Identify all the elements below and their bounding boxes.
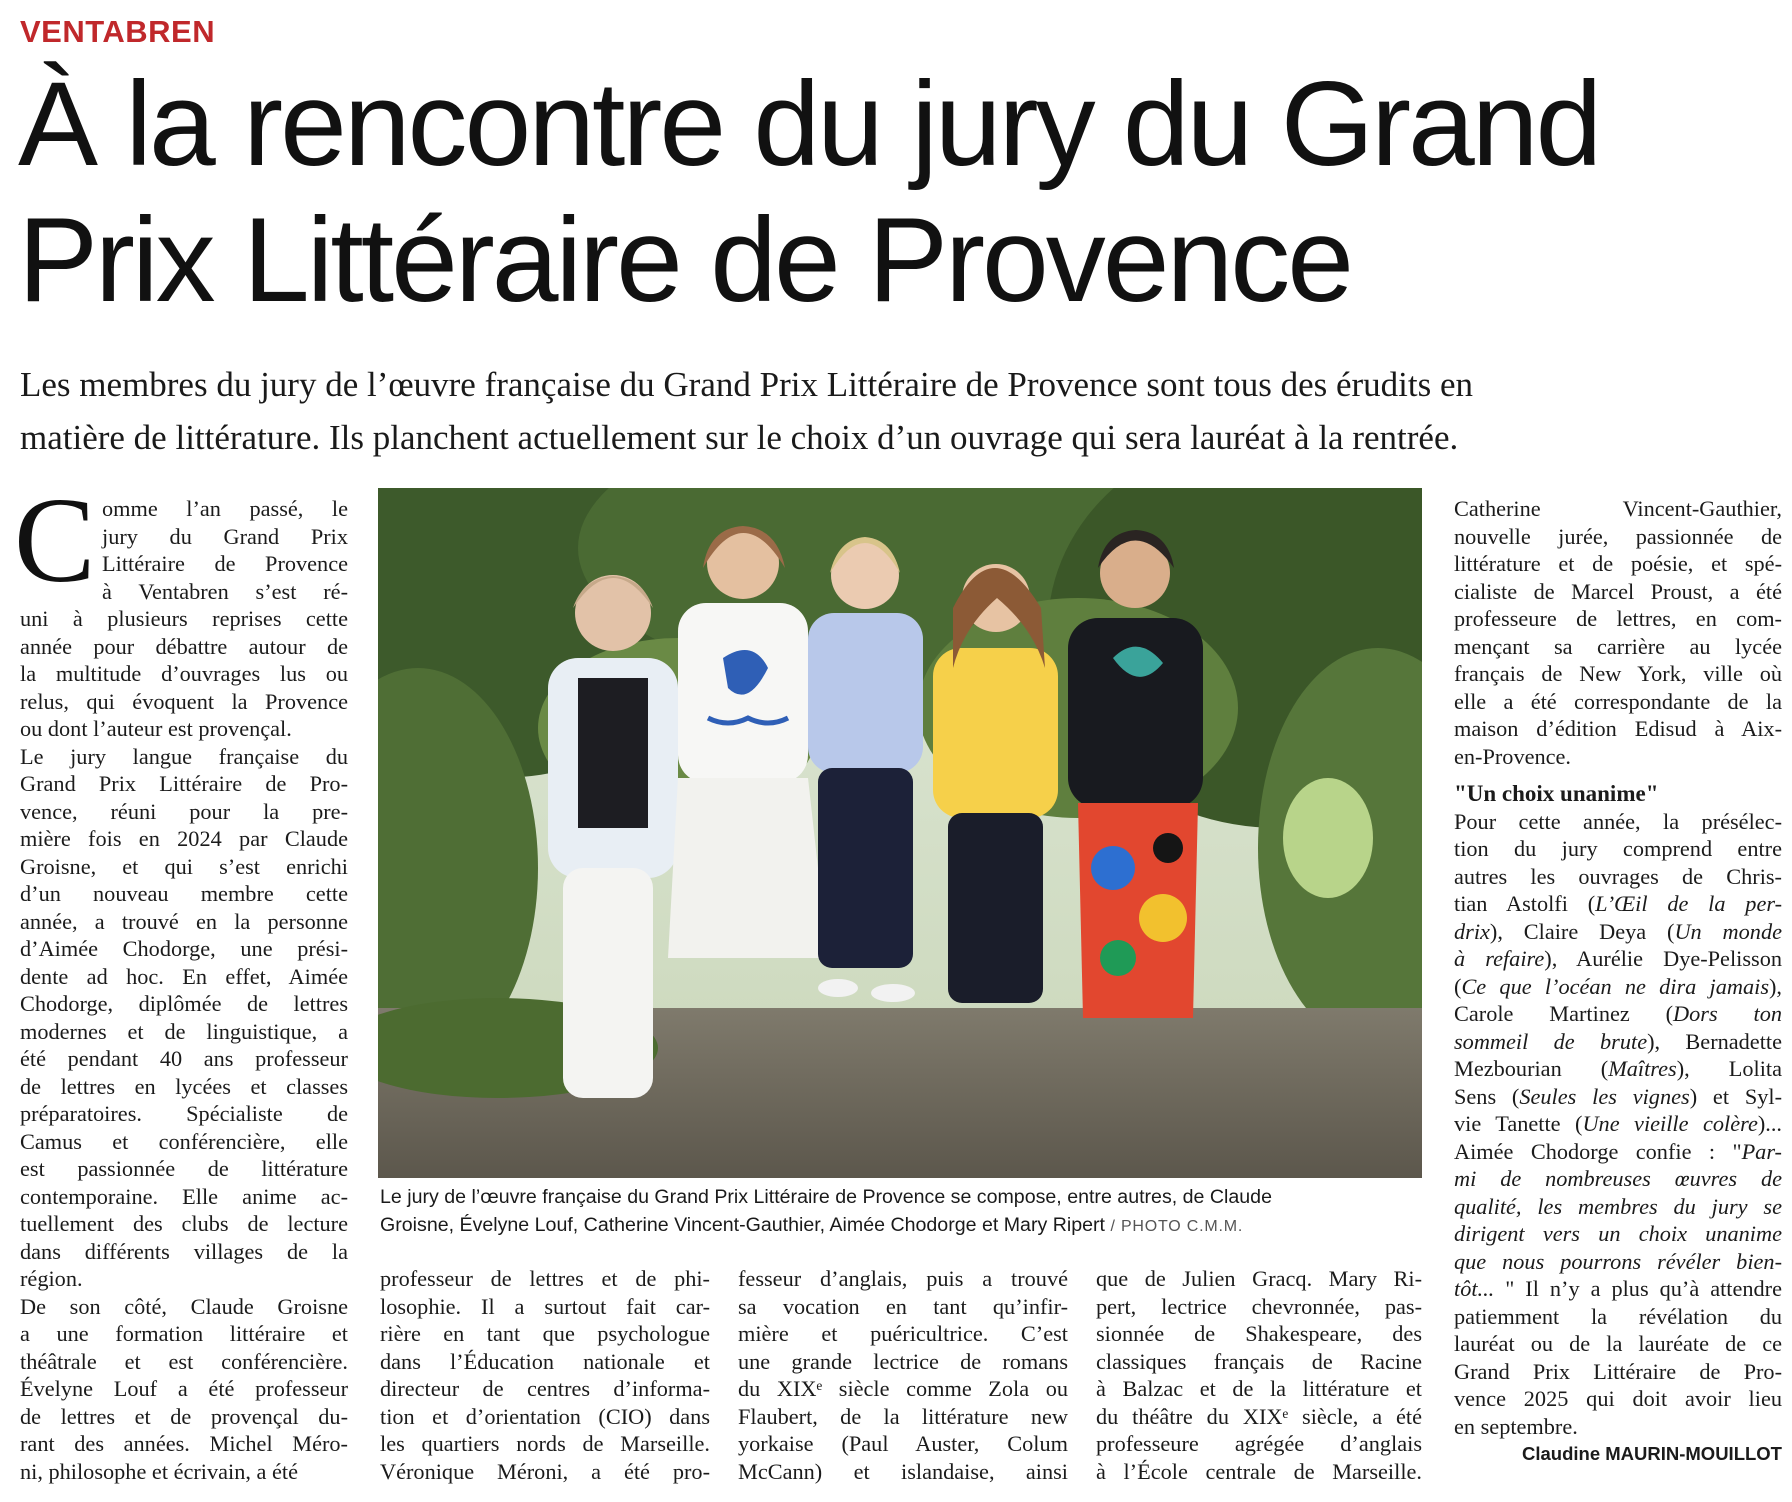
body-line: les quartiers nords de Marseille. (380, 1431, 710, 1456)
body-line: tian Astolfi (L’Œil de la per- (1454, 891, 1782, 916)
spacer (1454, 770, 1782, 780)
body-line: sa vocation en tant qu’infir- (738, 1293, 1068, 1319)
body-line: tion du jury comprend entre (1454, 836, 1782, 861)
jury-photo-illustration (378, 488, 1422, 1178)
body-line: Camus et conférencière, elle (20, 1128, 348, 1154)
body-line: tuellement des clubs de lecture (20, 1211, 348, 1236)
headline-line-2: Prix Littéraire de Provence (18, 193, 1351, 327)
body-line: dans l’Éducation nationale et (380, 1348, 710, 1374)
body-line: mière et puéricultrice. C’est (738, 1321, 1068, 1346)
caption-line-2 (380, 1211, 1422, 1241)
body-line: sionnée de Shakespeare, des (1096, 1321, 1422, 1346)
standfirst-line-2: matière de littérature. Ils planchent actuellement sur le choix d’un ouvrage qui sera lauréat à la rentrée. (20, 418, 1459, 457)
photo-credit: / PHOTO C.M.M. (1110, 1218, 1244, 1235)
body-line: rant des années. Michel Méro- (20, 1431, 348, 1456)
body-line: classiques français de Racine (1096, 1348, 1422, 1374)
body-line: (Ce que l’océan ne dira jamais), (1454, 973, 1782, 999)
body-line: rière en tant que psychologue (380, 1321, 710, 1346)
body-line: dente ad hoc. En effet, Aimée (20, 963, 348, 989)
body-line: fesseur d’anglais, puis a trouvé (738, 1266, 1068, 1291)
body-line: préparatoires. Spécialiste de (20, 1101, 348, 1126)
body-line: professeur de lettres et de phi- (380, 1266, 710, 1291)
body-line: ni, philosophe et écrivain, a été (20, 1458, 298, 1484)
body-line: Catherine Vincent-Gauthier, (1454, 496, 1782, 521)
body-line: losophie. Il a surtout fait car- (380, 1293, 710, 1319)
body-line: dirigent vers un choix unanime (1454, 1221, 1782, 1246)
body-line: mençant sa carrière au lycée (1454, 633, 1782, 659)
body-line: la multitude d’ouvrages lus ou (20, 661, 348, 686)
body-line: elle a été correspondante de la (1454, 688, 1782, 714)
body-line: Mezbourian (Maîtres), Lolita (1454, 1056, 1782, 1081)
body-line: De son côté, Claude Groisne (20, 1293, 348, 1319)
body-line: de lettres et de provençal du- (20, 1403, 348, 1429)
body-line: à Balzac et de la littérature et (1096, 1376, 1422, 1401)
body-line: yorkaise (Paul Auster, Colum (738, 1431, 1068, 1456)
body-line: uni à plusieurs reprises cette (20, 606, 348, 631)
body-line: pert, lectrice chevronnée, pas- (1096, 1293, 1422, 1319)
body-line: contemporaine. Elle anime ac- (20, 1183, 348, 1209)
body-line: français de New York, ville où (1454, 661, 1782, 686)
body-line: d’Aimée Chodorge, une prési- (20, 936, 348, 961)
body-column-4 (1096, 1265, 1422, 1485)
caption-line-1: Le jury de l’œuvre française du Grand Prix Littéraire de Provence se compose, entre autres, de Claude (380, 1186, 1272, 1208)
body-line: professeure agrégée d’anglais (1096, 1431, 1422, 1456)
headline (18, 56, 1783, 328)
body-line: Sens (Seules les vignes) et Syl- (1454, 1083, 1782, 1109)
body-line: maison d’édition Edisud à Aix- (1454, 716, 1782, 741)
section-kicker: VENTABREN (20, 14, 216, 49)
body-line: nouvelle jurée, passionnée de (1454, 523, 1782, 549)
body-line: sommeil de brute), Bernadette (1454, 1028, 1782, 1054)
body-line: du théâtre du XIXᵉ siècle, a été (1096, 1403, 1422, 1429)
body-line: Carole Martinez (Dors ton (1454, 1001, 1782, 1026)
body-line: mi de nombreuses œuvres de (1454, 1166, 1782, 1191)
body-column-2 (380, 1265, 710, 1485)
standfirst-line-1: Les membres du jury de l’œuvre française du Grand Prix Littéraire de Provence sont tous des érudits en (20, 365, 1474, 404)
body-line: à refaire), Aurélie Dye-Pelisson (1454, 946, 1782, 971)
body-line: du XIXᵉ siècle comme Zola ou (738, 1376, 1068, 1401)
body-line: lauréat ou de la lauréate de ce (1454, 1331, 1782, 1356)
body-line: relus, qui évoquent la Provence (20, 688, 348, 714)
headline-line-1: À la rencontre du jury du Grand (18, 57, 1600, 191)
body-line: Véronique Méroni, a été pro- (380, 1458, 710, 1484)
body-line: vence 2025 qui doit avoir lieu (1454, 1386, 1782, 1411)
body-line: omme l’an passé, le (102, 496, 348, 521)
body-line: McCann) et islandaise, ainsi (738, 1458, 1068, 1484)
body-line: littérature et de poésie, et spé- (1454, 551, 1782, 576)
photo-caption (380, 1183, 1422, 1241)
jury-photo (378, 488, 1422, 1178)
body-line: en septembre. (1454, 1413, 1578, 1439)
body-line: théâtrale et est conférencière. (20, 1348, 348, 1374)
body-line: tion et d’orientation (CIO) dans (380, 1403, 710, 1429)
body-line: directeur de centres d’informa- (380, 1376, 710, 1401)
body-line: que de Julien Gracq. Mary Ri- (1096, 1266, 1422, 1291)
body-line: vence, réuni pour la pre- (20, 798, 348, 824)
body-line: ou dont l’auteur est provençal. (20, 716, 292, 741)
body-line: que nous pourrons révéler bien- (1454, 1248, 1782, 1274)
body-line: est passionnée de littérature (20, 1156, 348, 1181)
body-line: Littéraire de Provence (102, 551, 348, 576)
author-signature: Claudine MAURIN-MOUILLOT (1521, 1443, 1782, 1464)
body-column-3 (738, 1265, 1068, 1485)
body-line: Aimée Chodorge confie : "Par- (1454, 1138, 1782, 1164)
body-line: une grande lectrice de romans (738, 1348, 1068, 1374)
body-line: modernes et de linguistique, a (20, 1018, 348, 1044)
body-line: été pendant 40 ans professeur (20, 1046, 348, 1071)
body-line: année pour débattre autour de (20, 633, 348, 659)
body-line: Évelyne Louf a été professeur (20, 1376, 348, 1401)
body-line: mière fois en 2024 par Claude (20, 826, 348, 851)
body-line: Grand Prix Littéraire de Pro- (20, 771, 348, 796)
body-line: dans différents villages de la (20, 1238, 348, 1264)
caption-line-2-text: Groisne, Évelyne Louf, Catherine Vincent-Gauthier, Aimée Chodorge et Mary Ripert (380, 1214, 1105, 1236)
body-line: patiemment la révélation du (1454, 1303, 1782, 1329)
body-line: à Ventabren s’est ré- (102, 578, 348, 604)
body-line: professeure de lettres, en com- (1454, 606, 1782, 631)
body-line: d’un nouveau membre cette (20, 881, 348, 906)
body-line: vie Tanette (Une vieille colère)... (1454, 1111, 1782, 1136)
dropcap: C (14, 473, 96, 608)
body-line: année, a trouvé en la personne (20, 908, 348, 934)
body-line: Pour cette année, la présélec- (1454, 808, 1782, 834)
body-line: Flaubert, de la littérature new (738, 1403, 1068, 1429)
standfirst (20, 358, 1775, 464)
body-column-1 (20, 495, 348, 1485)
body-line: Le jury langue française du (20, 743, 348, 769)
body-line: en-Provence. (1454, 743, 1572, 769)
body-line: de lettres en lycées et classes (20, 1073, 348, 1099)
body-line: tôt... " Il n’y a plus qu’à attendre (1454, 1276, 1782, 1301)
subheading: "Un choix unanime" (1454, 781, 1659, 806)
body-column-5 (1454, 495, 1782, 1468)
body-line: Chodorge, diplômée de lettres (20, 991, 348, 1016)
body-line: à l’École centrale de Marseille. (1096, 1458, 1422, 1484)
body-line: jury du Grand Prix (102, 523, 348, 549)
body-line: a une formation littéraire et (20, 1321, 348, 1346)
body-line: qualité, les membres du jury se (1454, 1193, 1782, 1219)
body-line: Groisne, et qui s’est enrichi (20, 853, 348, 879)
body-line: région. (20, 1266, 83, 1291)
body-line: cialiste de Marcel Proust, a été (1454, 578, 1782, 604)
body-line: Grand Prix Littéraire de Pro- (1454, 1358, 1782, 1384)
body-line: drix), Claire Deya (Un monde (1454, 918, 1782, 944)
body-line: autres les ouvrages de Chris- (1454, 863, 1782, 889)
